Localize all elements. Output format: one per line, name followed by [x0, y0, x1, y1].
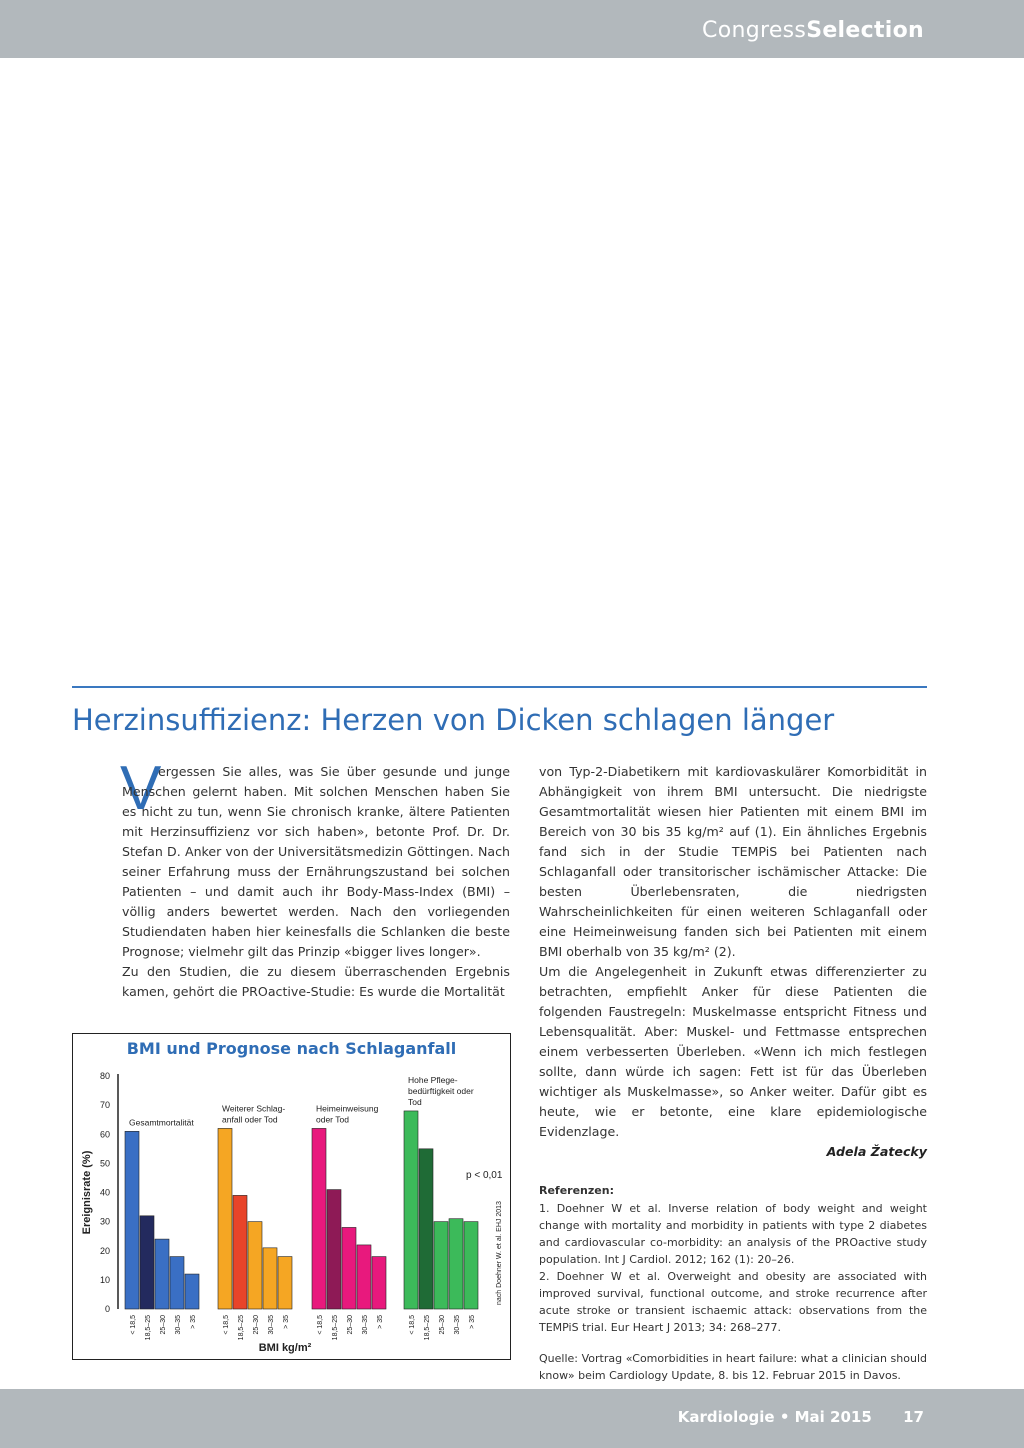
article-title: Herzinsuffizienz: Herzen von Dicken schlagen länger [72, 703, 835, 737]
bar [419, 1149, 433, 1309]
dropcap: V [120, 754, 162, 823]
y-tick-label: 0 [104, 1304, 110, 1314]
bar [233, 1195, 247, 1309]
bar [464, 1222, 478, 1309]
brand-part1: Congress [702, 18, 807, 43]
group-label: anfall oder Tod [222, 1114, 278, 1125]
x-tick-label: 25–30 [253, 1315, 260, 1335]
y-tick-label: 10 [99, 1274, 110, 1285]
p-value: p < 0,01 [466, 1170, 503, 1181]
references-title: Referenzen: [539, 1184, 614, 1197]
x-tick-label: 18,5–25 [238, 1315, 245, 1341]
left-paragraph-1: ergessen Sie alles, was Sie über gesunde und junge Menschen gelernt haben. Mit solchen Menschen haben Sie es nicht zu tun, wenn Sie chronisch kranke, ältere Patienten mit Herzinsuffizienz vor sich haben», betonte Prof. Dr. Dr. Stefan D. Anker von der Universitätsmedizin Göttingen. Nach seiner Erfahrung muss der Ernährungszustand bei solchen Patienten – und damit auch ihr Body-Mass-Index (BMI) – völlig anders bewertet werden. Nach den vorliegenden Studiendaten haben hier keinesfalls die Schlanken die beste Prognose; vielmehr gilt das Prinzip «bigger lives longer». [122, 764, 510, 959]
bar [170, 1257, 184, 1309]
chart-source-note: nach Doehner W. et al. EHJ 2013 [496, 1201, 503, 1305]
group-label: oder Tod [316, 1114, 349, 1125]
x-tick-label: 18,5–25 [332, 1315, 339, 1341]
footer-text: Kardiologie • Mai 2015 17 [677, 1408, 924, 1426]
x-axis-label: BMI kg/m² [258, 1342, 312, 1354]
x-tick-label: 30–35 [362, 1315, 369, 1335]
bar [342, 1227, 356, 1309]
chart-box [72, 1033, 511, 1360]
x-tick-label: < 18,5 [409, 1315, 416, 1335]
group-label: Heimeinweisung [316, 1103, 379, 1114]
bar [278, 1257, 292, 1309]
bar [248, 1222, 262, 1309]
chart-title: BMI und Prognose nach Schlaganfall [126, 1039, 457, 1058]
group-label: Hohe Pflege- [408, 1074, 458, 1085]
bar [449, 1219, 463, 1309]
left-paragraph-2: Zu den Studien, die zu diesem überraschenden Ergebnis kamen, gehört die PROactive-Studie: Es wurde die Mortalität [122, 964, 510, 999]
bar [372, 1257, 386, 1309]
bar [327, 1190, 341, 1309]
group-label: Gesamtmortalität [129, 1117, 194, 1128]
left-column [122, 762, 510, 1002]
y-tick-label: 60 [99, 1129, 110, 1140]
group-label: Weiterer Schlag- [222, 1103, 286, 1114]
bar [218, 1128, 232, 1309]
bar [312, 1128, 326, 1309]
x-tick-label: < 18,5 [130, 1315, 137, 1335]
x-tick-label: 30–35 [268, 1315, 275, 1335]
y-tick-label: 80 [99, 1071, 110, 1081]
x-tick-label: > 35 [469, 1315, 476, 1329]
source-note: Quelle: Vortrag «Comorbidities in heart failure: what a clinician should know» beim Cardiology Update, 8. bis 12. Februar 2015 in Davos. [539, 1352, 927, 1382]
x-tick-label: 25–30 [160, 1315, 167, 1335]
y-axis-label: Ereignisrate (%) [81, 1150, 93, 1235]
x-tick-label: 25–30 [439, 1315, 446, 1335]
bmi-chart [73, 1034, 512, 1361]
x-tick-label: > 35 [190, 1315, 197, 1329]
x-tick-label: 30–35 [175, 1315, 182, 1335]
x-tick-label: < 18,5 [223, 1315, 230, 1335]
y-tick-label: 30 [99, 1216, 110, 1227]
x-tick-label: > 35 [283, 1315, 290, 1329]
right-paragraph-2: Um die Angelegenheit in Zukunft etwas differenzierter zu betrachten, empfiehlt Anker für diese Patienten die folgenden Faustregeln: Muskelmasse entspricht Fitness und Lebensqualität. Aber: Muskel- und Fettmasse entsprechen einem verbesserten Überleben. «Wenn ich mich festlegen sollte, dann würde ich sagen: Fett ist für das Überleben wichtiger als Muskelmasse», so Anker weiter. Dafür gibt es heute, wie er betonte, eine klare epidemiologische Evidenzlage. [539, 964, 927, 1139]
y-tick-label: 70 [99, 1100, 110, 1111]
bar [125, 1131, 139, 1309]
author: Adela Žatecky [826, 1144, 927, 1159]
bar [263, 1248, 277, 1309]
bar [357, 1245, 371, 1309]
x-tick-label: 25–30 [347, 1315, 354, 1335]
x-tick-label: > 35 [377, 1315, 384, 1329]
brand-part2: Selection [806, 18, 924, 43]
brand-logo [702, 18, 924, 43]
x-tick-label: 18,5–25 [424, 1315, 431, 1341]
y-tick-label: 40 [99, 1187, 110, 1198]
title-rule [72, 686, 927, 688]
bar [185, 1274, 199, 1309]
x-tick-label: 18,5–25 [145, 1315, 152, 1341]
x-tick-label: < 18,5 [317, 1315, 324, 1335]
group-label: bedürftigkeit oder [408, 1085, 474, 1096]
bar [404, 1111, 418, 1309]
x-tick-label: 30–35 [454, 1315, 461, 1335]
bar [155, 1239, 169, 1309]
bar [140, 1216, 154, 1309]
y-tick-label: 20 [99, 1245, 110, 1256]
right-paragraph-1: von Typ-2-Diabetikern mit kardiovaskulärer Komorbidität in Abhängigkeit von ihrem BMI untersucht. Die niedrigste Gesamtmortalität wiesen hier Patienten mit einem BMI im Bereich von 30 bis 35 kg/m² auf (1). Ein ähnliches Ergebnis fand sich in der Studie TEMPiS bei Patienten nach Schlaganfall oder transitorischer ischämischer Attacke: Die besten Überlebensraten, die niedrigsten Wahrscheinlichkeiten für einen weiteren Schlaganfall oder eine Heimeinweisung fanden sich bei Patienten mit einem BMI oberhalb von 35 kg/m² (2). [539, 764, 927, 959]
bar [434, 1222, 448, 1309]
right-column [539, 762, 927, 1384]
y-tick-label: 50 [99, 1158, 110, 1169]
group-label: Tod [408, 1096, 422, 1107]
reference-2: 2. Doehner W et al. Overweight and obesity are associated with improved survival, functional outcome, and stroke recurrence after acute stroke or transient ischaemic attack: observations from the TEMPiS trial. Eur Heart J 2013; 34: 268–277. [539, 1270, 927, 1334]
reference-1: 1. Doehner W et al. Inverse relation of body weight and weight change with mortality and morbidity in patients with type 2 diabetes and cardiovascular co-morbidity: an analysis of the PROactive study population. Int J Cardiol. 2012; 162 (1): 20–26. [539, 1202, 927, 1266]
